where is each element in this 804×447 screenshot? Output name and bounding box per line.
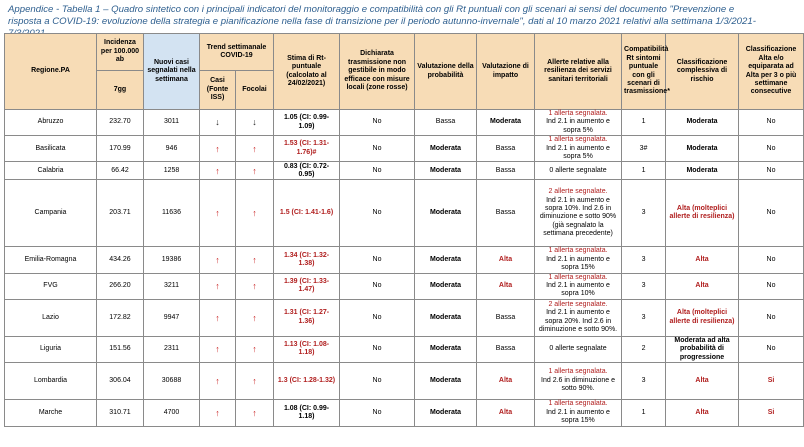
cell-rt: 1.08 (CI: 0.99-1.18)	[274, 400, 340, 427]
cell-red-zones: No	[340, 136, 415, 162]
table-row	[5, 336, 804, 362]
cell-probability: Moderata	[415, 162, 477, 180]
cell-new-cases: 946	[144, 136, 200, 162]
cell-red-zones: No	[340, 299, 415, 336]
cell-incidence: 151.56	[97, 336, 144, 362]
alert-detail: Ind 2.1 in aumento e sopra 20%. Ind 2.6 in diminuzione e sotto 90%.	[538, 309, 618, 334]
cell-high-classification: No	[739, 110, 804, 136]
cell-region: Abruzzo	[5, 110, 97, 136]
cell-probability: Bassa	[415, 110, 477, 136]
header-trend-cases: Casi (Fonte ISS)	[200, 71, 236, 110]
trend-up-icon: ↑	[236, 400, 274, 427]
alert-count: 2 allerte segnalate.	[548, 301, 608, 309]
cell-rt: 1.5 (CI: 1.41-1.6)	[274, 180, 340, 247]
cell-probability: Moderata	[415, 273, 477, 299]
cell-incidence: 170.99	[97, 136, 144, 162]
cell-new-cases: 9947	[144, 299, 200, 336]
cell-red-zones: No	[340, 400, 415, 427]
alert-detail: Ind 2.6 in diminuzione e sotto 90%.	[541, 376, 615, 393]
cell-compatibility: 3#	[622, 136, 666, 162]
trend-up-icon: ↑	[200, 400, 236, 427]
cell-alerts	[535, 299, 622, 336]
cell-rt: 1.53 (CI: 1.31-1.76)#	[274, 136, 340, 162]
cell-rt: 1.3 (CI: 1.28-1.32)	[274, 363, 340, 400]
cell-red-zones: No	[340, 247, 415, 273]
cell-high-classification: No	[739, 136, 804, 162]
cell-incidence: 306.04	[97, 363, 144, 400]
trend-up-icon: ↑	[236, 136, 274, 162]
cell-rt: 0.83 (CI: 0.72-0.95)	[274, 162, 340, 180]
cell-new-cases: 11636	[144, 180, 200, 247]
cell-compatibility: 3	[622, 363, 666, 400]
alert-detail: Ind 2.1 in aumento e sopra 10%. Ind 2.6 in diminuzione e sotto 90% (già segnalato la settimana precedente)	[539, 196, 617, 238]
cell-incidence: 66.42	[97, 162, 144, 180]
cell-overall-risk: Moderata	[666, 136, 739, 162]
trend-up-icon: ↑	[200, 162, 236, 180]
trend-up-icon: ↑	[236, 180, 274, 247]
table-row	[5, 299, 804, 336]
cell-overall-risk: Moderata	[666, 110, 739, 136]
cell-alerts	[535, 136, 622, 162]
cell-impact: Alta	[477, 273, 535, 299]
cell-new-cases: 3011	[144, 110, 200, 136]
cell-probability: Moderata	[415, 336, 477, 362]
cell-incidence: 310.71	[97, 400, 144, 427]
table-caption: Appendice - Tabella 1 – Quadro sintetico con i principali indicatori del monitoraggio e compatibilità con gli Rt puntuali con gli scenari ai sensi del documento "Prevenzione e risposta a COVID-19: evoluzione della strategia e pianificazione nella fase di transizione per il periodo autunno-invernale", dati al 10 marzo 2021 relativi alla settimana 1/3/2021-	[8, 4, 756, 27]
cell-red-zones: No	[340, 273, 415, 299]
cell-impact: Moderata	[477, 110, 535, 136]
alert-count: 1 allerta segnalata.	[548, 110, 608, 117]
cell-impact: Alta	[477, 247, 535, 273]
header-incidence-7d: 7gg	[97, 71, 144, 110]
table-body	[5, 110, 804, 427]
cell-compatibility: 3	[622, 299, 666, 336]
cell-overall-risk: Alta	[666, 400, 739, 427]
table-row	[5, 110, 804, 136]
cell-new-cases: 3211	[144, 273, 200, 299]
cell-alerts	[535, 400, 622, 427]
cell-rt: 1.05 (CI: 0.99-1.09)	[274, 110, 340, 136]
cell-red-zones: No	[340, 162, 415, 180]
cell-alerts	[535, 110, 622, 136]
header-trend-foci: Focolai	[236, 71, 274, 110]
cell-impact: Alta	[477, 363, 535, 400]
cell-impact: Bassa	[477, 299, 535, 336]
cell-impact: Bassa	[477, 180, 535, 247]
cell-overall-risk: Alta	[666, 363, 739, 400]
cell-compatibility: 2	[622, 336, 666, 362]
alert-detail: Ind 2.1 in aumento e sopra 15%	[546, 255, 610, 272]
trend-down-icon: ↓	[200, 110, 236, 136]
cell-rt: 1.31 (CI: 1.27-1.36)	[274, 299, 340, 336]
cell-overall-risk: Moderata ad alta probabilità di progressione	[666, 336, 739, 362]
header-alerts: Allerte relative alla resilienza dei servizi sanitari territoriali	[535, 34, 622, 110]
header-incidence: Incidenza per 100.000 ab	[97, 34, 144, 71]
trend-up-icon: ↑	[236, 162, 274, 180]
cell-new-cases: 30688	[144, 363, 200, 400]
cell-alerts	[535, 247, 622, 273]
trend-up-icon: ↑	[236, 363, 274, 400]
cell-rt: 1.13 (CI: 1.08-1.18)	[274, 336, 340, 362]
cell-region: Lombardia	[5, 363, 97, 400]
cell-probability: Moderata	[415, 180, 477, 247]
table-header	[5, 34, 804, 110]
cell-high-classification: Si	[739, 363, 804, 400]
cell-overall-risk: Moderata	[666, 162, 739, 180]
header-region: Regione.PA	[5, 34, 97, 110]
cell-alerts	[535, 336, 622, 362]
cell-overall-risk: Alta (molteplici allerte di resilienza)	[666, 299, 739, 336]
cell-high-classification: No	[739, 299, 804, 336]
cell-overall-risk: Alta	[666, 247, 739, 273]
cell-new-cases: 2311	[144, 336, 200, 362]
trend-up-icon: ↑	[200, 299, 236, 336]
alert-count: 1 allerta segnalata.	[548, 368, 608, 376]
cell-high-classification: Si	[739, 400, 804, 427]
alert-count: 1 allerta segnalata.	[548, 247, 608, 255]
table-row	[5, 162, 804, 180]
cell-compatibility: 3	[622, 247, 666, 273]
cell-region: Emilia-Romagna	[5, 247, 97, 273]
alert-detail: 0 allerte segnalate	[549, 166, 607, 174]
alert-count: 2 allerte segnalate.	[548, 188, 608, 196]
cell-impact: Alta	[477, 400, 535, 427]
alert-detail: 0 allerte segnalate	[549, 345, 607, 353]
header-high-classification: Classificazione Alta e/o equiparata ad Alta per 3 o più settimane consecutive	[739, 34, 804, 110]
cell-high-classification: No	[739, 336, 804, 362]
header-trend: Trend settimanale COVID-19	[200, 34, 274, 71]
cell-new-cases: 19386	[144, 247, 200, 273]
cell-red-zones: No	[340, 180, 415, 247]
cell-incidence: 434.26	[97, 247, 144, 273]
cell-probability: Moderata	[415, 247, 477, 273]
trend-up-icon: ↑	[236, 336, 274, 362]
header-red-zones: Dichiarata trasmissione non gestibile in modo efficace con misure locali (zone rosse)	[340, 34, 415, 110]
cell-compatibility: 3	[622, 180, 666, 247]
cell-probability: Moderata	[415, 136, 477, 162]
cell-incidence: 266.20	[97, 273, 144, 299]
header-rt: Stima di Rt-puntuale (calcolato al 24/02/2021)	[274, 34, 340, 110]
cell-impact: Bassa	[477, 336, 535, 362]
alert-detail: Ind 2.1 in aumento e sopra 15%	[546, 408, 610, 425]
cell-region: Marche	[5, 400, 97, 427]
cell-region: Campania	[5, 180, 97, 247]
alert-detail: Ind 2.1 in aumento e sopra 5%	[546, 144, 610, 161]
alert-count: 1 allerta segnalata.	[548, 136, 608, 144]
table-row	[5, 180, 804, 247]
alert-count: 1 allerta segnalata.	[548, 400, 608, 408]
cell-incidence: 232.70	[97, 110, 144, 136]
cell-impact: Bassa	[477, 136, 535, 162]
cell-overall-risk: Alta	[666, 273, 739, 299]
header-compatibility: Compatibilità Rt sintomi puntuale con gli scenari di trasmissione*	[622, 34, 666, 110]
cell-new-cases: 4700	[144, 400, 200, 427]
trend-up-icon: ↑	[200, 363, 236, 400]
cell-region: Liguria	[5, 336, 97, 362]
cell-rt: 1.34 (CI: 1.32-1.38)	[274, 247, 340, 273]
cell-region: FVG	[5, 273, 97, 299]
header-probability: Valutazione della probabilità	[415, 34, 477, 110]
header-new-cases: Nuovi casi segnalati nella settimana	[144, 34, 200, 110]
trend-up-icon: ↑	[236, 247, 274, 273]
cell-region: Basilicata	[5, 136, 97, 162]
cell-region: Calabria	[5, 162, 97, 180]
cell-incidence: 172.82	[97, 299, 144, 336]
cell-impact: Bassa	[477, 162, 535, 180]
cell-high-classification: No	[739, 162, 804, 180]
cell-alerts	[535, 273, 622, 299]
trend-up-icon: ↑	[200, 180, 236, 247]
header-overall-risk: Classificazione complessiva di rischio	[666, 34, 739, 110]
cell-probability: Moderata	[415, 299, 477, 336]
cell-high-classification: No	[739, 273, 804, 299]
trend-up-icon: ↑	[236, 273, 274, 299]
header-impact: Valutazione di impatto	[477, 34, 535, 110]
cell-incidence: 203.71	[97, 180, 144, 247]
cell-region: Lazio	[5, 299, 97, 336]
indicators-table	[4, 33, 804, 427]
alert-detail: Ind 2.1 in aumento e sopra 5%	[546, 118, 610, 134]
alert-count: 1 allerta segnalata.	[548, 273, 608, 281]
cell-overall-risk: Alta (molteplici allerte di resilienza)	[666, 180, 739, 247]
cell-compatibility: 1	[622, 110, 666, 136]
trend-up-icon: ↑	[200, 336, 236, 362]
table-row	[5, 400, 804, 427]
cell-probability: Moderata	[415, 400, 477, 427]
table-row	[5, 273, 804, 299]
cell-new-cases: 1258	[144, 162, 200, 180]
table-row	[5, 136, 804, 162]
trend-up-icon: ↑	[236, 299, 274, 336]
cell-high-classification: No	[739, 247, 804, 273]
alert-detail: Ind 2.1 in aumento e sopra 10%	[546, 282, 610, 298]
cell-high-classification: No	[739, 180, 804, 247]
trend-up-icon: ↑	[200, 273, 236, 299]
trend-up-icon: ↑	[200, 247, 236, 273]
cell-alerts	[535, 162, 622, 180]
table-row	[5, 363, 804, 400]
cell-red-zones: No	[340, 363, 415, 400]
cell-probability: Moderata	[415, 363, 477, 400]
cell-alerts	[535, 180, 622, 247]
trend-up-icon: ↑	[200, 136, 236, 162]
cell-compatibility: 3	[622, 273, 666, 299]
cell-red-zones: No	[340, 110, 415, 136]
cell-compatibility: 1	[622, 400, 666, 427]
cell-red-zones: No	[340, 336, 415, 362]
trend-down-icon: ↓	[236, 110, 274, 136]
cell-rt: 1.39 (CI: 1.33-1.47)	[274, 273, 340, 299]
cell-compatibility: 1	[622, 162, 666, 180]
table-row	[5, 247, 804, 273]
cell-alerts	[535, 363, 622, 400]
